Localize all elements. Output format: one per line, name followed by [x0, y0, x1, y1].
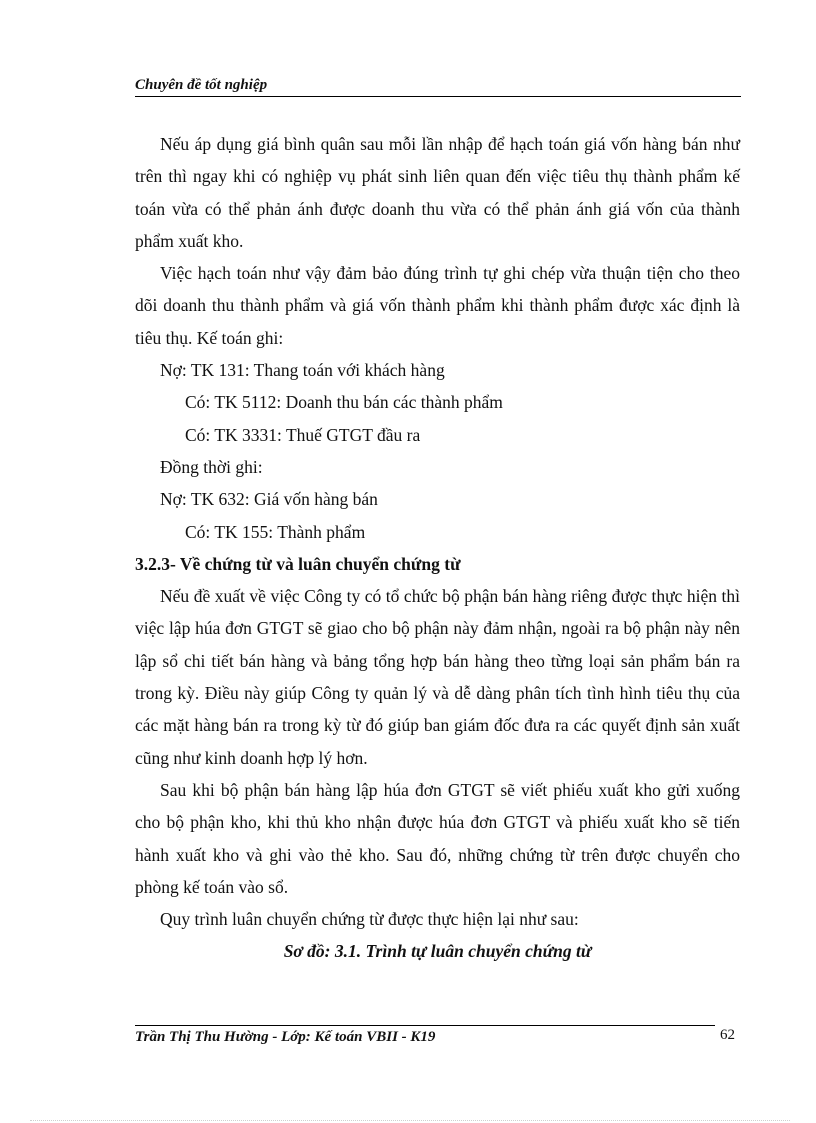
- journal-entry-credit-155: Có: TK 155: Thành phẩm: [185, 521, 366, 542]
- journal-entry-debit-131: Nợ: TK 131: Thang toán với khách hàng: [160, 360, 445, 381]
- header-divider: [135, 96, 741, 97]
- page-bottom-edge: [30, 1120, 790, 1121]
- paragraph-accounting-procedure: Việc hạch toán như vậy đảm bảo đúng trình tự ghi chép vừa thuận tiện cho theo dõi doanh thu thành phẩm và giá vốn thành phẩm khi thành phẩm được xác định là tiêu thụ. Kế toán ghi:: [135, 263, 740, 348]
- simultaneous-entry-label: Đồng thời ghi:: [160, 456, 263, 477]
- paragraph-cost-averaging: Nếu áp dụng giá bình quân sau mỗi lần nhập để hạch toán giá vốn hàng bán như trên thì ngay khi có nghiệp vụ phát sinh liên quan đến việc tiêu thụ thành phẩm kế toán vừa có thể phản ánh được doanh thu vừa có thể phản ánh giá vốn của thành phẩm xuất kho.: [135, 134, 740, 251]
- journal-entry-debit-632: Nợ: TK 632: Giá vốn hàng bán: [160, 489, 378, 510]
- paragraph-sales-department: Nếu đề xuất về việc Công ty có tổ chức bộ phận bán hàng riêng được thực hiện thì việc lập húa đơn GTGT sẽ giao cho bộ phận này đảm nhận, ngoài ra bộ phận này nên lập sổ chi tiết bán hàng và bảng tổng hợp bán hàng theo từng loại sản phẩm bán ra trong kỳ. Điều này giúp Công ty quản lý và dễ dàng phân tích tình hình tiêu thụ của các mặt hàng bán ra trong kỳ từ đó giúp ban giám đốc đưa ra các quyết định sản xuất cũng như kinh doanh hợp lý hơn.: [135, 586, 740, 768]
- footer-divider: [135, 1025, 715, 1026]
- footer-author: Trần Thị Thu Hường - Lớp: Kế toán VBII - K19: [135, 1029, 436, 1045]
- journal-entry-credit-3331: Có: TK 3331: Thuế GTGT đầu ra: [185, 424, 421, 445]
- page-body: [135, 128, 740, 968]
- section-heading: 3.2.3- Về chứng từ và luân chuyển chứng từ: [135, 553, 461, 574]
- journal-entry-credit-5112: Có: TK 5112: Doanh thu bán các thành phẩm: [185, 392, 503, 413]
- running-header-title: Chuyên đề tốt nghiệp: [135, 77, 268, 93]
- page-number: 62: [720, 1027, 735, 1043]
- paragraph-invoice-flow: Sau khi bộ phận bán hàng lập húa đơn GTGT sẽ viết phiếu xuất kho gửi xuống cho bộ phận kho, khi thủ kho nhận được húa đơn GTGT và phiếu xuất kho sẽ tiến hành xuất kho và ghi vào thẻ kho. Sau đó, những chứng từ trên được chuyển cho phòng kế toán vào sổ.: [135, 779, 740, 897]
- diagram-caption: Sơ đồ: 3.1. Trình tự luân chuyển chứng từ: [283, 941, 592, 962]
- paragraph-procedure-intro: Quy trình luân chuyển chứng từ được thực hiện lại như sau:: [160, 909, 579, 930]
